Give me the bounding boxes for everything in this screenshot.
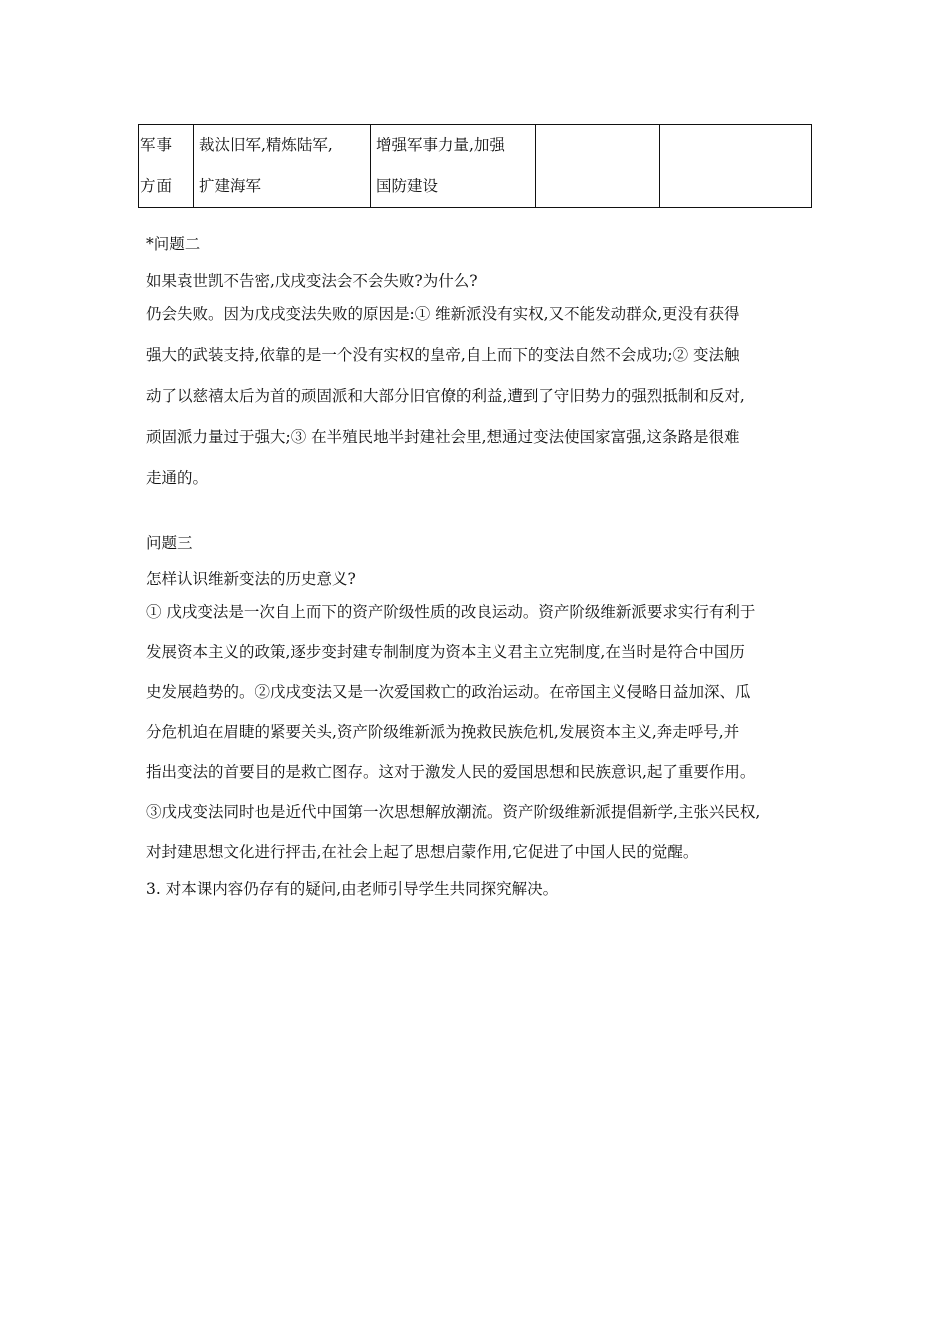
table-cell-effect (371, 125, 536, 208)
table-cell-empty (660, 125, 812, 208)
question-3-answer (146, 592, 826, 872)
answer-line: 分危机迫在眉睫的紧要关头,资产阶级维新派为挽救民族危机,发展资本主义,奔走呼号,并 (146, 723, 740, 741)
answer-line: 走通的。 (146, 469, 209, 487)
table-cell-empty (536, 125, 660, 208)
answer-line: ③戊戌变法同时也是近代中国第一次思想解放潮流。资产阶级维新派提倡新学,主张兴民权, (146, 803, 761, 821)
category-line: 方面 (140, 177, 174, 195)
answer-line: ① 戊戌变法是一次自上而下的资产阶级性质的改良运动。资产阶级维新派要求实行有利于 (146, 603, 756, 621)
table-cell-category (139, 125, 194, 208)
table-row-military (139, 125, 812, 208)
question-2-text: 如果袁世凯不告密,戊戌变法会不会失败?为什么? (146, 272, 478, 290)
answer-line: 史发展趋势的。②戊戌变法又是一次爱国救亡的政治运动。在帝国主义侵略日益加深、瓜 (146, 683, 751, 701)
content-line: 裁汰旧军,精炼陆军, (199, 136, 333, 154)
question-2-answer (146, 294, 826, 499)
answer-line: 仍会失败。因为戊戌变法失败的原因是:① 维新派没有实权,又不能发动群众,更没有获得 (146, 305, 740, 323)
category-line: 军事 (140, 136, 174, 154)
content-line: 扩建海军 (199, 177, 262, 195)
item-3-text: 3. 对本课内容仍存有的疑问,由老师引导学生共同探究解决。 (146, 880, 559, 898)
effect-line: 增强军事力量,加强 (376, 136, 505, 154)
question-2-label: *问题二 (146, 235, 201, 253)
answer-line: 强大的武装支持,依靠的是一个没有实权的皇帝,自上而下的变法自然不会成功;② 变法触 (146, 346, 740, 364)
effect-line: 国防建设 (376, 177, 439, 195)
answer-line: 动了以慈禧太后为首的顽固派和大部分旧官僚的利益,遭到了守旧势力的强烈抵制和反对, (146, 387, 745, 405)
table-cell-content (194, 125, 371, 208)
answer-line: 顽固派力量过于强大;③ 在半殖民地半封建社会里,想通过变法使国家富强,这条路是很难 (146, 428, 740, 446)
question-3-text: 怎样认识维新变法的历史意义? (146, 570, 356, 588)
answer-line: 发展资本主义的政策,逐步变封建专制制度为资本主义君主立宪制度,在当时是符合中国历 (146, 643, 745, 661)
question-3-label: 问题三 (146, 534, 193, 552)
answer-line: 指出变法的首要目的是救亡图存。这对于激发人民的爱国思想和民族意识,起了重要作用。 (146, 763, 756, 781)
reform-table (138, 124, 812, 208)
answer-line: 对封建思想文化进行抨击,在社会上起了思想启蒙作用,它促进了中国人民的觉醒。 (146, 843, 699, 861)
